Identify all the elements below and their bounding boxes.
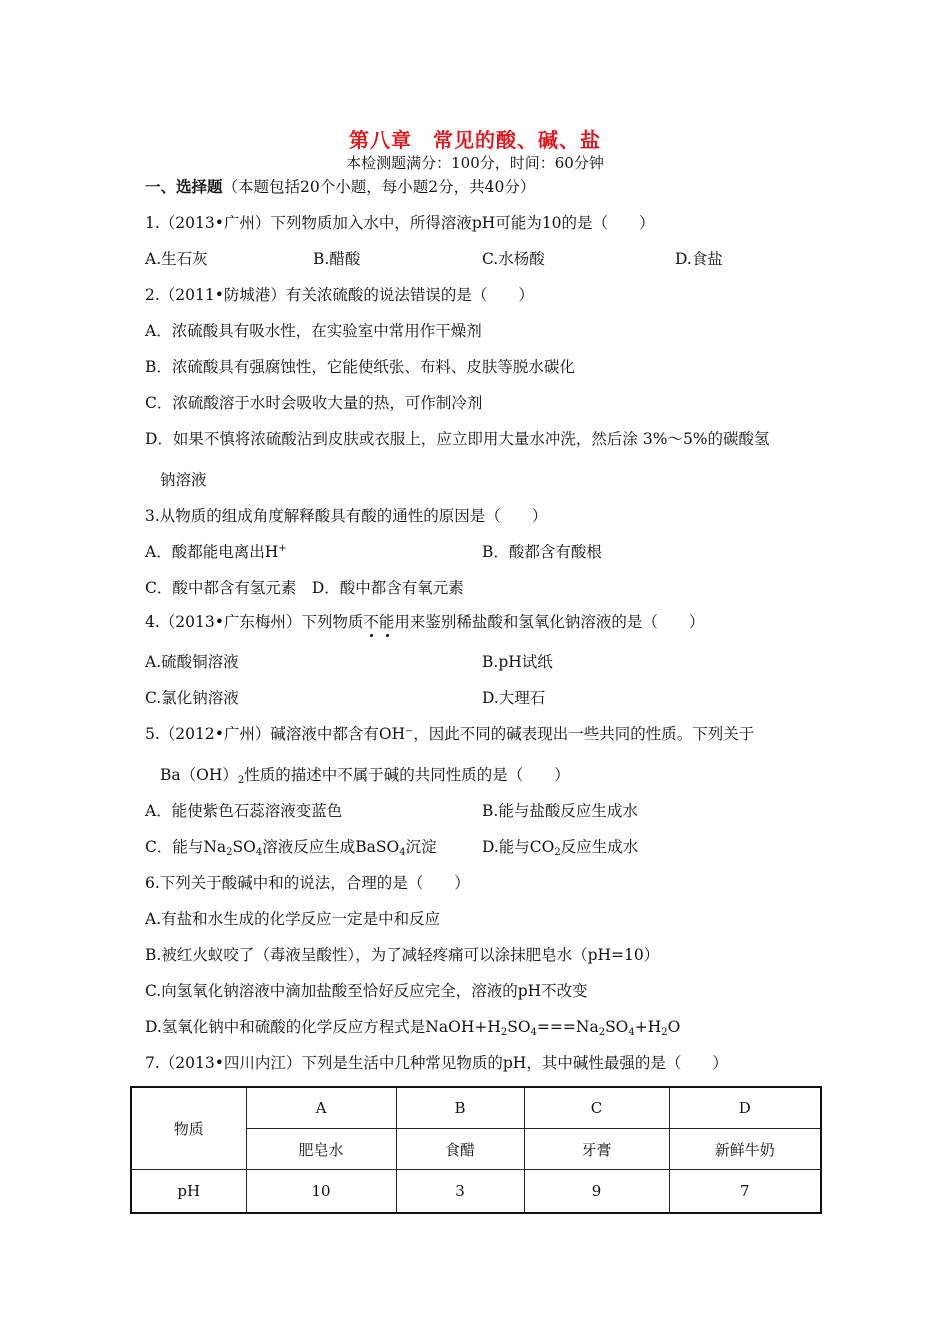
- q5-option-d: [482, 837, 638, 857]
- q5d-sub: 2: [554, 847, 561, 858]
- q1-option-b: B.醋酸: [313, 250, 361, 268]
- q5-option-b: B.能与盐酸反应生成水: [482, 802, 638, 820]
- exam-info: 本检测题满分：100分，时间：60分钟: [346, 154, 604, 172]
- q5c-part: 沉淀: [405, 838, 437, 856]
- table-letter-a: A: [246, 1087, 396, 1129]
- q5-stem-suffix: 性质的描述中不属于碱的共同性质的是（ ）: [244, 766, 570, 784]
- q2-option-a: A．浓硫酸具有吸水性，在实验室中常用作干燥剂: [145, 322, 482, 340]
- q6-option-b: B.被红火蚁咬了（毒液呈酸性），为了减轻疼痛可以涂抹肥皂水（pH=10）: [145, 946, 660, 964]
- q4-option-c: C.氯化钠溶液: [145, 689, 239, 707]
- q6d-sub: 4: [628, 1027, 635, 1038]
- q5c-part: SO: [232, 838, 256, 856]
- table-ph-b: 3: [396, 1170, 524, 1214]
- ph-table: [130, 1086, 822, 1214]
- q5c-part: 溶液反应生成BaSO: [262, 838, 400, 856]
- question-5-stem: 5.（2012•广州）碱溶液中都含有OH⁻，因此不同的碱表现出一些共同的性质。下列关于: [145, 725, 755, 743]
- q6d-part: O: [667, 1018, 681, 1036]
- table-header-ph: pH: [131, 1170, 246, 1214]
- q4-option-d: D.大理石: [482, 689, 546, 707]
- q5c-sub: 4: [399, 847, 406, 858]
- q1-option-a: A.生石灰: [145, 250, 208, 268]
- q5c-sub: 4: [255, 847, 263, 858]
- q3-option-a-text: A．酸都能电离出H: [145, 543, 279, 561]
- table-letter-b: B: [396, 1087, 524, 1129]
- q5-option-a: A．能使紫色石蕊溶液变蓝色: [145, 802, 343, 820]
- q1-option-c: C.水杨酸: [482, 250, 545, 268]
- q5d-part: 反应生成水: [560, 838, 639, 856]
- q4-stem-prefix: 4.（2013•广东梅州）下列物质: [145, 613, 364, 631]
- q6d-sub: 4: [530, 1027, 537, 1038]
- q6d-part: +H: [634, 1018, 662, 1036]
- q2-option-b: B．浓硫酸具有强腐蚀性，它能使纸张、布料、皮肤等脱水碳化: [145, 358, 575, 376]
- q3-option-b: B．酸都含有酸根: [482, 543, 602, 561]
- table-substance-a: 肥皂水: [246, 1129, 396, 1170]
- q4-option-b: B.pH试纸: [482, 653, 553, 671]
- table-ph-c: 9: [524, 1170, 669, 1214]
- question-3-stem: 3.从物质的组成角度解释酸具有酸的通性的原因是（ ）: [145, 507, 548, 525]
- q6-option-d: [145, 1017, 680, 1037]
- question-7-stem: 7.（2013•四川内江）下列是生活中几种常见物质的pH，其中碱性最强的是（ ）: [145, 1054, 728, 1072]
- q5-option-c: [145, 837, 437, 857]
- q2-option-d-continued: 钠溶液: [160, 471, 207, 489]
- question-1-stem: 1.（2013•广州）下列物质加入水中，所得溶液pH可能为10的是（ ）: [145, 214, 655, 232]
- q4-emphasis-neng: 能: [378, 613, 395, 631]
- q4-option-a: A.硫酸铜溶液: [145, 653, 239, 671]
- table-substance-c: 牙膏: [524, 1129, 669, 1170]
- section-heading: [145, 177, 535, 197]
- section-description: （本题包括20个小题，每小题2分，共40分）: [222, 178, 536, 196]
- q6d-part: SO: [605, 1018, 629, 1036]
- q6d-sub: 2: [661, 1027, 668, 1038]
- table-letter-c: C: [524, 1087, 669, 1129]
- q5-formula-prefix: Ba（OH）: [160, 766, 238, 784]
- table-ph-a: 10: [246, 1170, 396, 1214]
- q5c-part: C．能与Na: [145, 838, 227, 856]
- q6-option-a: A.有盐和水生成的化学反应一定是中和反应: [145, 910, 441, 928]
- table-ph-d: 7: [669, 1170, 821, 1214]
- question-5-stem-continued: [160, 765, 570, 785]
- q6d-part: ===Na: [536, 1018, 599, 1036]
- q5c-sub: 2: [226, 847, 233, 858]
- question-6-stem: 6.下列关于酸碱中和的说法，合理的是（ ）: [145, 874, 470, 892]
- q6d-part: D.氢氧化钠中和硫酸的化学反应方程式是NaOH+H: [145, 1018, 501, 1036]
- q4-emphasis-bu: 不: [363, 613, 379, 631]
- q6d-sub: 2: [598, 1027, 606, 1038]
- chapter-title: 第八章 常见的酸、碱、盐: [349, 128, 601, 152]
- section-label: 一、选择题: [145, 178, 223, 196]
- q6-option-c: C.向氢氧化钠溶液中滴加盐酸至恰好反应完全，溶液的pH不改变: [145, 982, 588, 1000]
- q6d-part: SO: [507, 1018, 531, 1036]
- q3-option-a-superscript: +: [278, 543, 287, 554]
- q3-option-a: [145, 542, 287, 562]
- q2-option-d: D．如果不慎将浓硫酸沾到皮肤或衣服上，应立即用大量水冲洗，然后涂 3%～5%的碳酸氢: [145, 430, 770, 448]
- question-4-stem: [145, 612, 704, 632]
- q3-options-c-d: C．酸中都含有氢元素 D．酸中都含有氧元素: [145, 579, 464, 597]
- q5-formula-subscript: 2: [237, 775, 245, 786]
- table-letter-d: D: [669, 1087, 821, 1129]
- question-2-stem: 2.（2011•防城港）有关浓硫酸的说法错误的是（ ）: [145, 286, 534, 304]
- table-header-substance: 物质: [131, 1087, 246, 1170]
- table-substance-d: 新鲜牛奶: [669, 1129, 821, 1170]
- q6d-sub: 2: [500, 1027, 508, 1038]
- q4-stem-suffix: 用来鉴别稀盐酸和氢氧化钠溶液的是（ ）: [394, 613, 705, 631]
- q5d-part: D.能与CO: [482, 838, 555, 856]
- table-substance-b: 食醋: [396, 1129, 524, 1170]
- q2-option-c: C．浓硫酸溶于水时会吸收大量的热，可作制冷剂: [145, 394, 483, 412]
- q1-option-d: D.食盐: [675, 250, 723, 268]
